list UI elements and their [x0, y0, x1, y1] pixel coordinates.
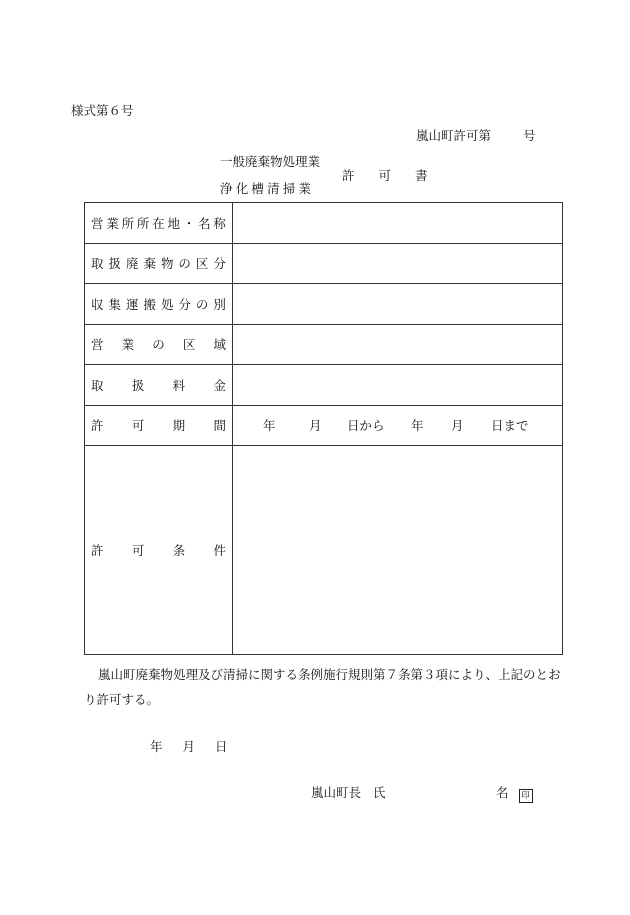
- table-row: [85, 324, 563, 365]
- label-fees: 取 扱 料 金: [91, 377, 226, 393]
- permit-number: [416, 126, 536, 144]
- permit-number-suffix: 号: [523, 128, 536, 143]
- issuer: [311, 783, 385, 801]
- row-value: [233, 446, 563, 655]
- table-row: [85, 284, 563, 325]
- date-day: 日: [215, 739, 228, 754]
- permit-table: [84, 202, 563, 655]
- period-month: 月: [451, 418, 464, 434]
- label-permit-conditions: 許 可 条 件: [91, 543, 226, 558]
- label-permit-period: 許 可 期 間: [91, 418, 226, 434]
- period-from: 日から: [347, 418, 385, 434]
- business-type-waste: 一般廃棄物処理業: [220, 154, 321, 169]
- period-year: 年: [263, 418, 276, 434]
- table-row: [85, 405, 563, 446]
- issuer-name: [496, 783, 533, 803]
- period-month: 月: [309, 418, 322, 434]
- row-label: [85, 284, 233, 325]
- permit-period: [233, 416, 562, 434]
- table-row: [85, 243, 563, 284]
- permit-note: 嵐山町廃棄物処理及び清掃に関する条例施行規則第７条第３項により、上記のとおり許可する。: [84, 667, 561, 707]
- form-number: 様式第６号: [71, 103, 134, 118]
- table-row: [85, 365, 563, 406]
- issuer-name-placeholder: 氏: [372, 785, 386, 800]
- period-year: 年: [411, 418, 424, 434]
- table-row: [85, 203, 563, 244]
- table-row: [85, 446, 563, 655]
- issue-date: [150, 737, 228, 755]
- business-type-septic: 浄化槽清掃業: [220, 181, 315, 196]
- row-value: [233, 324, 563, 365]
- document-title: 許可書: [342, 168, 452, 183]
- row-label: [85, 324, 233, 365]
- label-waste-category: 取 扱 廃 棄 物 の 区 分: [91, 256, 226, 272]
- row-label: [85, 405, 233, 446]
- date-year: 年: [150, 739, 163, 754]
- permit-period-value: [233, 405, 563, 446]
- permit-number-prefix: 嵐山町許可第: [416, 128, 492, 143]
- row-value: [233, 203, 563, 244]
- row-label: [85, 446, 233, 655]
- row-value: [233, 365, 563, 406]
- seal-mark: 印: [519, 789, 533, 803]
- row-value: [233, 243, 563, 284]
- period-until: 日まで: [491, 418, 529, 434]
- label-business-area: 営 業 の 区 域: [91, 337, 226, 353]
- issuer-name-suffix: 名: [496, 785, 509, 800]
- date-month: 月: [182, 739, 196, 754]
- row-label: [85, 365, 233, 406]
- row-value: [233, 284, 563, 325]
- row-label: [85, 203, 233, 244]
- issuer-title: 嵐山町長: [311, 785, 362, 800]
- row-label: [85, 243, 233, 284]
- label-office: 営 業 所 所 在 地 ・ 名 称: [91, 215, 226, 231]
- label-collection-type: 収 集 運 搬 処 分 の 別: [91, 296, 226, 312]
